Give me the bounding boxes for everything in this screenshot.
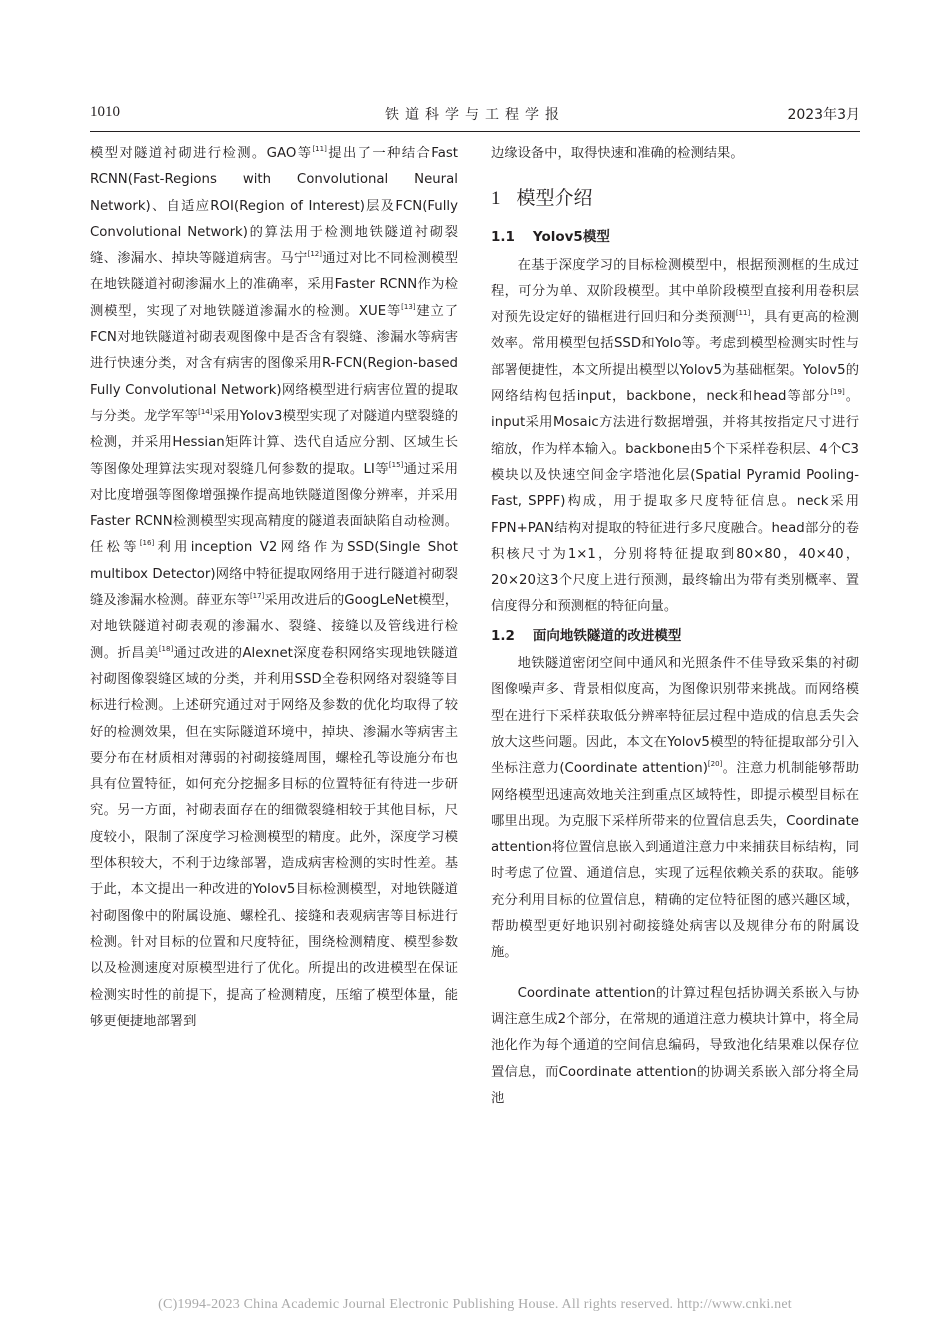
- citation[interactable]: [11]: [312, 145, 327, 153]
- paragraph-improved-model: 地铁隧道密闭空间中通风和光照条件不佳导致采集的衬砌图像噪声多、背景相似度高，为图像识别带来挑战。而网络模型在进行下采样获取低分辨率特征层过程中造成的信息丢失会放大这些问题。因此，本文在Yolov5模型的特征提取部分引入坐标注意力(Coordinate attention)[20]。注意力机制能够帮助网络模型迅速高效地关注到重点区域特性，即提示模型目标在哪里出现。为克服下采样所带来的位置信息丢失，Coordinate attention将位置信息嵌入到通道注意力中来捕获目标结构，同时考虑了位置、通道信息，实现了远程依赖关系的获取。能够充分利用目标的位置信息，精确的定位特征图的感兴趣区域，帮助模型更好地识别衬砌接缝处病害以及规律分布的附属设施。: [491, 656, 859, 961]
- citation[interactable]: [11]: [735, 309, 751, 318]
- citation[interactable]: [15]: [388, 460, 404, 469]
- page-header: [90, 104, 860, 128]
- paragraph-related-work: 模型对隧道衬砌进行检测。GAO等[11]提出了一种结合Fast RCNN(Fast-Regions with Convolutional Neural Network)、自适应ROI(Region of Interest)层及FCN(Fully Convolutional Network)的算法用于检测地铁隧道衬砌裂缝、渗漏水、掉块等隧道病害。马宁[12]通过对比不同检测模型在地铁隧道衬砌渗漏水上的准确率，采用Faster RCNN作为检测模型，实现了对地铁隧道渗漏水的检测。XUE等[13]建立了FCN对地铁隧道衬砌表观图像中是否含有裂缝、渗漏水等病害进行快速分类，对含有病害的图像采用R-FCN(Region-based Fully Convolutional Network)网络模型进行病害位置的提取与分类。龙学军等[14]采用Yolov3模型实现了对隧道内壁裂缝的检测，并采用Hessian矩阵计算、迭代自适应分割、区域生长等图像处理算法实现对裂缝几何参数的提取。LI等[15]通过采用对比度增强等图像增强操作提高地铁隧道图像分辨率，并采用Faster RCNN检测模型实现高精度的隧道表面缺陷自动检测。任松等[16]利用inception V2网络作为SSD(Single Shot multibox Detector)网络中特征提取网络用于进行隧道衬砌裂缝及渗漏水检测。薛亚东等[17]采用改进后的GoogLeNet模型，对地铁隧道衬砌表观的渗漏水、裂缝、接缝以及管线进行检测。折昌美[18]通过改进的Alexnet深度卷积网络实现地铁隧道衬砌图像裂缝区域的分类，并利用SSD全卷积网络对裂缝等目标进行检测。上述研究通过对于网络及参数的优化均取得了较好的检测效果，但在实际隧道环境中，掉块、渗漏水等病害主要分布在材质相对薄弱的衬砌接缝周围，螺栓孔等设施分布也具有位置特征，如何充分挖掘多目标的位置特征有待进一步研究。另一方面，衬砌表面存在的细微裂缝相较于其他目标，尺度较小，限制了深度学习检测模型的精度。此外，深度学习模型体积较大，不利于边缘部署，造成病害检测的实时性差。基于此，本文提出一种改进的Yolov5目标检测模型，对地铁隧道衬砌图像中的附属设施、螺栓孔、接缝和表观病害等目标进行检测。针对目标的位置和尺度特征，围绕检测精度、模型参数以及检测速度对原模型进行了优化。所提出的改进模型在保证检测实时性的前提下，提高了检测精度，压缩了模型体量，能够更便捷地部署到: [90, 145, 459, 1029]
- citation[interactable]: [16]: [139, 539, 155, 548]
- citation[interactable]: [17]: [249, 592, 265, 601]
- subsection-heading: 1.2 面向地铁隧道的改进模型: [491, 627, 682, 644]
- copyright-footer: (C)1994-2023 China Academic Journal Electronic Publishing House. All rights reserved. http://www.cnki.net: [158, 1297, 792, 1312]
- header-rule: [90, 131, 860, 132]
- citation[interactable]: [12]: [307, 250, 322, 259]
- citation[interactable]: [14]: [198, 407, 213, 416]
- paragraph-yolov5: 在基于深度学习的目标检测模型中，根据预测框的生成过程，可分为单、双阶段模型。其中单阶段模型直接利用卷积层对预先设定好的锚框进行回归和分类预测[11]，具有更高的检测效率。常用模型包括SSD和Yolo等。考虑到模型检测实时性与部署便捷性，本文所提出模型以Yolov5为基础框架。Yolov5的网络结构包括input，backbone，neck和head等部分[19]。input采用Mosaic方法进行数据增强，并将其按指定尺寸进行缩放，作为样本输入。backbone由5个下采样卷积层、4个C3模块以及快速空间金字塔池化层(Spatial Pyramid Pooling-Fast, SPPF)构成，用于提取多尺度特征信息。neck采用FPN+PAN结构对提取的特征进行多尺度融合。head部分的卷积核尺寸为1×1，分别将特征提取到80×80，40×40，20×20这3个尺度上进行预测，最终输出为带有类别概率、置信度得分和预测框的特征向量。: [491, 257, 860, 615]
- citation[interactable]: [19]: [830, 388, 845, 397]
- citation[interactable]: [18]: [158, 644, 174, 653]
- paragraph-continued: 边缘设备中，取得快速和准确的检测结果。: [491, 146, 744, 161]
- paragraph-gap: [491, 967, 859, 981]
- journal-title: 铁道科学与工程学报: [385, 107, 565, 123]
- issue-date: 2023年3月: [787, 107, 860, 123]
- right-column: [491, 141, 859, 1112]
- citation[interactable]: [20]: [707, 760, 723, 769]
- paragraph-coordinate-attention: Coordinate attention的计算过程包括协调关系嵌入与协调注意生成2个部分，在常规的通道注意力模块计算中，将全局池化作为每个通道的空间信息编码，导致池化结果难以保存位置信息，而Coordinate attention的协调关系嵌入部分将全局池: [491, 985, 859, 1106]
- subsection-heading: 1.1 Yolov5模型: [491, 229, 610, 246]
- page-number: 1010: [90, 104, 120, 120]
- left-column: [90, 141, 458, 1035]
- section-heading: 1 模型介绍: [491, 187, 593, 210]
- citation[interactable]: [13]: [401, 302, 416, 311]
